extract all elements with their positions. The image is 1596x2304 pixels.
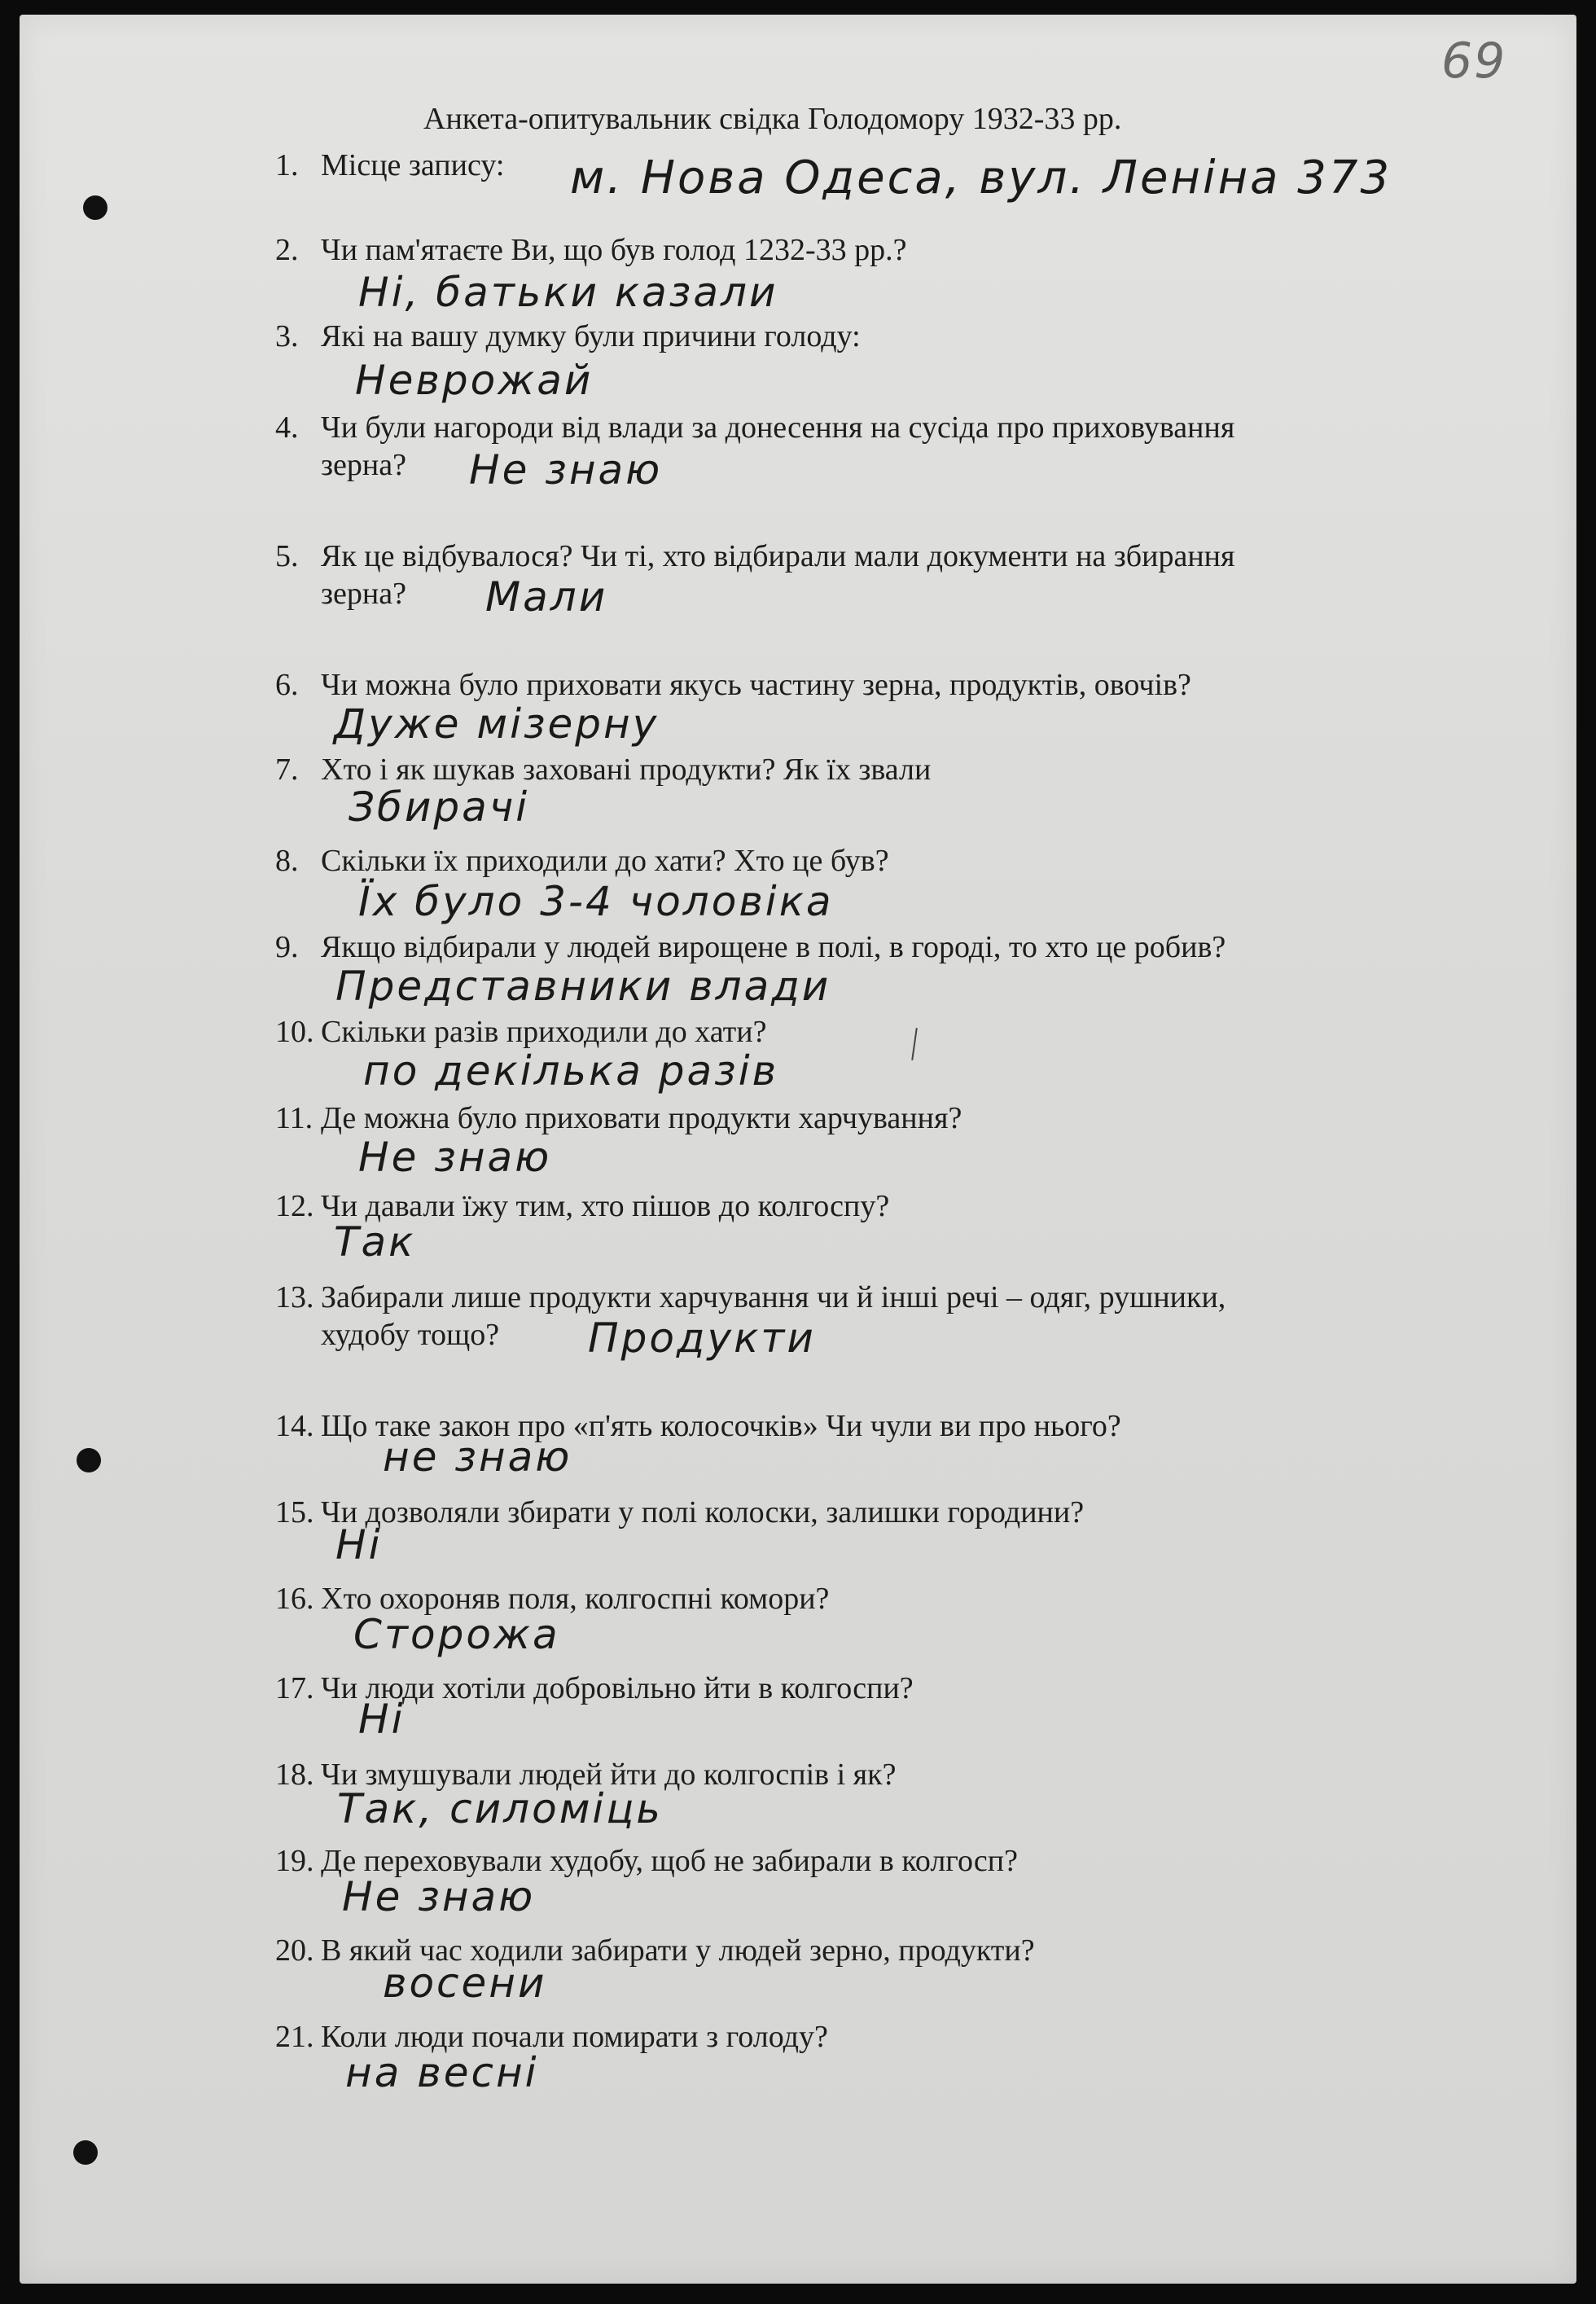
answer-4: Не знаю bbox=[469, 446, 663, 494]
question-number: 19. bbox=[275, 1844, 314, 1878]
question-15 bbox=[275, 1494, 1084, 1531]
answer-14: не знаю bbox=[383, 1433, 572, 1481]
question-text: Чи давали їжу тим, хто пішов до колгоспу? bbox=[321, 1189, 890, 1223]
answer-21: на весні bbox=[345, 2049, 539, 2096]
answer-7: Збирачі bbox=[349, 783, 530, 831]
question-number: 2. bbox=[275, 233, 299, 267]
question-text: Які на вашу думку були причини голоду: bbox=[321, 319, 861, 353]
punch-hole bbox=[83, 195, 107, 220]
answer-11: Не знаю bbox=[358, 1134, 552, 1181]
question-number: 12. bbox=[275, 1189, 314, 1223]
question-text-continued: зерна? bbox=[321, 577, 406, 611]
answer-3: Неврожай bbox=[355, 357, 594, 404]
question-3 bbox=[275, 318, 861, 355]
question-number: 9. bbox=[275, 930, 299, 964]
question-text: Хто охороняв поля, колгоспні комори? bbox=[321, 1582, 830, 1616]
punch-hole bbox=[77, 1448, 101, 1472]
question-number: 21. bbox=[275, 2020, 314, 2054]
answer-9: Представники влади bbox=[335, 963, 831, 1010]
answer-5: Мали bbox=[485, 573, 608, 621]
answer-19: Не знаю bbox=[342, 1873, 536, 1920]
answer-13: Продукти bbox=[588, 1314, 816, 1362]
question-number: 8. bbox=[275, 844, 299, 878]
question-number: 20. bbox=[275, 1933, 314, 1968]
answer-2: Ні, батьки казали bbox=[358, 269, 778, 316]
punch-hole bbox=[73, 2140, 98, 2165]
question-10 bbox=[275, 1013, 766, 1051]
question-text-continued: худобу тощо? bbox=[321, 1318, 500, 1352]
question-text: Де можна було приховати продукти харчування? bbox=[321, 1101, 962, 1135]
question-number: 11. bbox=[275, 1101, 314, 1135]
answer-12: Так bbox=[334, 1218, 416, 1266]
question-number: 13. bbox=[275, 1280, 314, 1314]
question-number: 6. bbox=[275, 668, 299, 702]
question-2 bbox=[275, 231, 906, 269]
question-text: Де переховували худобу, щоб не забирали в колгосп? bbox=[321, 1844, 1018, 1878]
question-text: Чи дозволяли збирати у полі колоски, залишки городини? bbox=[321, 1495, 1085, 1529]
question-text: Забирали лише продукти харчування чи й інші речі – одяг, рушники, bbox=[321, 1280, 1226, 1314]
question-number: 18. bbox=[275, 1758, 314, 1792]
question-text: Що таке закон про «п'ять колосочків» Чи чули ви про нього? bbox=[321, 1409, 1121, 1443]
question-text: Коли люди почали помирати з голоду? bbox=[321, 2020, 828, 2054]
answer-1: м. Нова Одеса, вул. Леніна 373 bbox=[570, 151, 1392, 204]
question-number: 7. bbox=[275, 753, 299, 787]
answer-17: Ні bbox=[358, 1696, 406, 1743]
question-5 bbox=[275, 538, 1234, 612]
question-text: Чи можна було приховати якусь частину зерна, продуктів, овочів? bbox=[321, 668, 1191, 702]
question-number: 1. bbox=[275, 148, 299, 182]
question-text: Місце запису: bbox=[321, 148, 505, 182]
question-number: 5. bbox=[275, 539, 299, 573]
question-number: 17. bbox=[275, 1671, 314, 1705]
page-title: Анкета-опитувальник свідка Голодомору 1932-33 рр. bbox=[423, 102, 1122, 136]
question-9 bbox=[275, 928, 1226, 966]
question-text: Хто і як шукав заховані продукти? Як їх звали bbox=[321, 753, 932, 787]
answer-10: по декілька разів bbox=[363, 1047, 779, 1095]
question-text: В який час ходили забирати у людей зерно, продукти? bbox=[321, 1933, 1035, 1968]
question-text: Чи люди хотіли добровільно йти в колгоспи? bbox=[321, 1671, 914, 1705]
answer-16: Сторожа bbox=[353, 1611, 560, 1658]
question-number: 16. bbox=[275, 1582, 314, 1616]
question-1 bbox=[275, 147, 504, 184]
answer-20: восени bbox=[383, 1959, 547, 2007]
question-text: Скільки їх приходили до хати? Хто це був? bbox=[321, 844, 889, 878]
question-4 bbox=[275, 409, 1234, 484]
question-text: Чи змушували людей йти до колгоспів і як? bbox=[321, 1758, 897, 1792]
question-number: 14. bbox=[275, 1409, 314, 1443]
question-11 bbox=[275, 1099, 962, 1137]
answer-15: Ні bbox=[335, 1521, 383, 1569]
question-number: 10. bbox=[275, 1015, 314, 1049]
question-number: 3. bbox=[275, 319, 299, 353]
question-text: Чи були нагороди від влади за донесення на сусіда про приховування bbox=[321, 410, 1235, 445]
question-8 bbox=[275, 842, 889, 880]
answer-8: Їх було 3-4 чоловіка bbox=[358, 878, 834, 925]
question-text: Чи пам'ятаєте Ви, що був голод 1232-33 рр.? bbox=[321, 233, 907, 267]
question-number: 4. bbox=[275, 410, 299, 445]
answer-6: Дуже мізерну bbox=[334, 700, 660, 748]
question-text: Як це відбувалося? Чи ті, хто відбирали мали документи на збирання bbox=[321, 539, 1235, 573]
question-text: Якщо відбирали у людей вирощене в полі, в городі, то хто це робив? bbox=[321, 930, 1226, 964]
question-text: Скільки разів приходили до хати? bbox=[321, 1015, 767, 1049]
question-6 bbox=[275, 666, 1191, 704]
question-text-continued: зерна? bbox=[321, 448, 406, 482]
answer-18: Так, силоміць bbox=[337, 1785, 663, 1832]
question-number: 15. bbox=[275, 1495, 314, 1529]
page-number: 69 bbox=[1441, 33, 1507, 90]
